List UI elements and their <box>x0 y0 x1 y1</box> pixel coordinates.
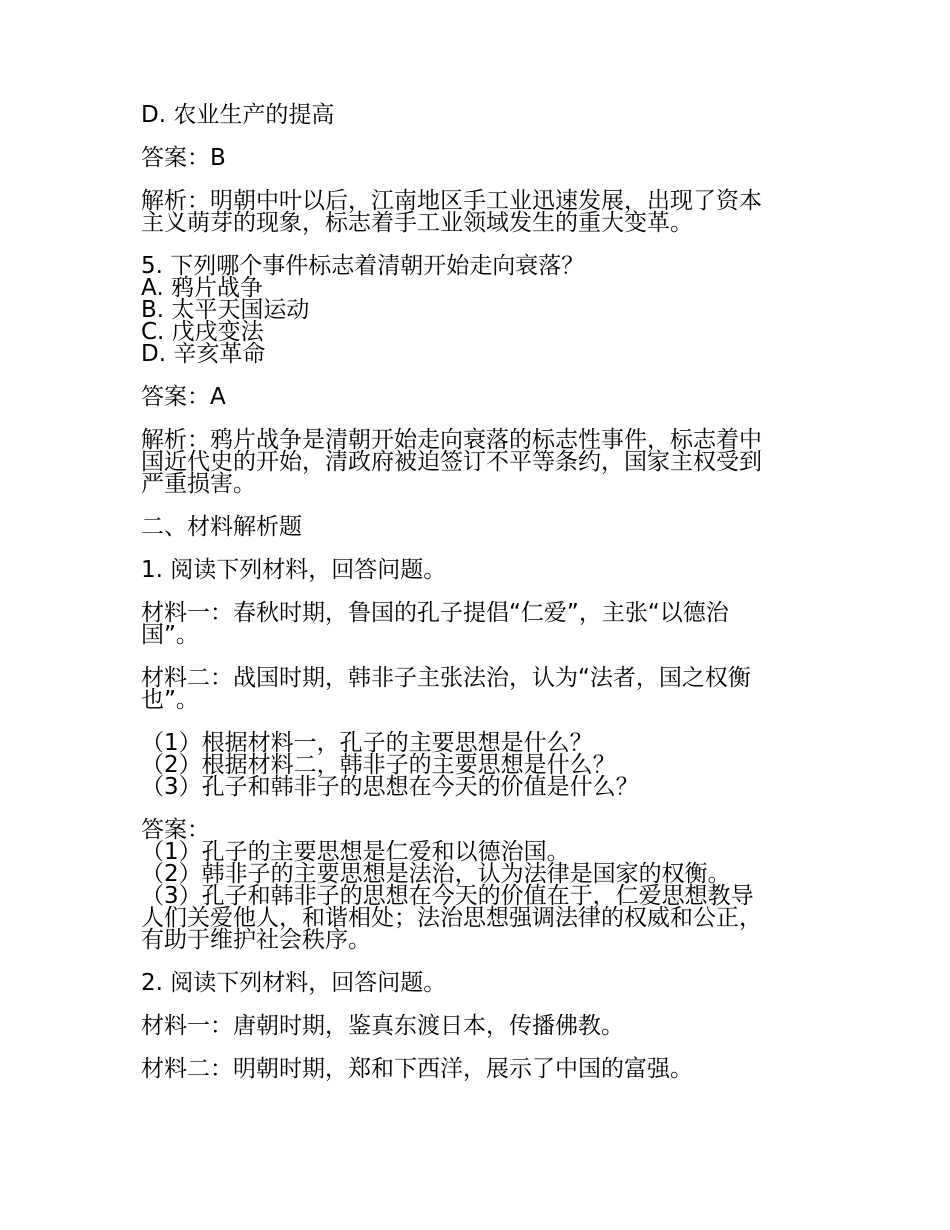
material-line: 材料一：唐朝时期，鉴真东渡日本，传播佛教。 <box>141 1013 624 1039</box>
material-line: 材料一：春秋时期，鲁国的孔子提倡“仁爱”，主张“以德治 <box>141 600 729 626</box>
analysis-line: 主义萌芽的现象，标志着手工业领域发生的重大变革。 <box>141 210 693 236</box>
document-page <box>141 104 813 1080</box>
answer-line: 人们关爱他人，和谐相处；法治思想强调法律的权威和公正， <box>141 905 762 931</box>
analysis-line: 解析：鸦片战争是清朝开始走向衰落的标志性事件，标志着中 <box>141 427 762 453</box>
option-d: D. 辛亥革命 <box>141 341 266 367</box>
subquestions-1 <box>141 732 813 798</box>
question-text: 2. 阅读下列材料，回答问题。 <box>141 970 447 996</box>
material-line: 国”。 <box>141 622 199 648</box>
analysis-line: 国近代史的开始，清政府被迫签订不平等条约，国家主权受到 <box>141 449 762 475</box>
answer-1 <box>141 819 813 951</box>
subquestion: （1）根据材料一，孔子的主要思想是什么？ <box>141 730 593 756</box>
subquestion: （3）孔子和韩非子的思想在今天的价值是什么？ <box>141 774 639 800</box>
material-1-2 <box>141 667 813 711</box>
material-question-1 <box>141 559 813 581</box>
answer-text: 答案：B <box>141 145 226 171</box>
section-title <box>141 516 813 538</box>
answer-line: （2）韩非子的主要思想是法治，认为法律是国家的权衡。 <box>141 861 731 887</box>
q5-analysis <box>141 429 813 495</box>
material-2-2 <box>141 1058 813 1080</box>
option-c: C. 戊戌变法 <box>141 319 264 345</box>
section-heading: 二、材料解析题 <box>141 514 302 540</box>
question-text: 1. 阅读下列材料，回答问题。 <box>141 557 447 583</box>
q5-answer <box>141 386 813 408</box>
answer-text: 答案：A <box>141 384 226 410</box>
q4-analysis <box>141 190 813 234</box>
q4-answer <box>141 147 813 169</box>
option-text: D. 农业生产的提高 <box>141 102 335 128</box>
option-b: B. 太平天国运动 <box>141 297 310 323</box>
material-2-1 <box>141 1015 813 1037</box>
answer-line: 有助于维护社会秩序。 <box>141 927 371 953</box>
q5-question <box>141 255 813 365</box>
question-text: 5. 下列哪个事件标志着清朝开始走向衰落？ <box>141 253 585 279</box>
material-question-2 <box>141 972 813 994</box>
q4-option-d <box>141 104 813 126</box>
subquestion: （2）根据材料二，韩非子的主要思想是什么？ <box>141 752 616 778</box>
answer-line: （3）孔子和韩非子的思想在今天的价值在于，仁爱思想教导 <box>141 883 754 909</box>
answer-line: （1）孔子的主要思想是仁爱和以德治国。 <box>141 839 570 865</box>
material-line: 材料二：战国时期，韩非子主张法治，认为“法者，国之权衡 <box>141 665 751 691</box>
analysis-line: 解析：明朝中叶以后，江南地区手工业迅速发展，出现了资本 <box>141 188 762 214</box>
answer-label: 答案： <box>141 817 210 843</box>
analysis-line: 严重损害。 <box>141 471 256 497</box>
material-1-1 <box>141 602 813 646</box>
material-line: 材料二：明朝时期，郑和下西洋，展示了中国的富强。 <box>141 1056 693 1082</box>
material-line: 也”。 <box>141 687 199 713</box>
option-a: A. 鸦片战争 <box>141 275 263 301</box>
